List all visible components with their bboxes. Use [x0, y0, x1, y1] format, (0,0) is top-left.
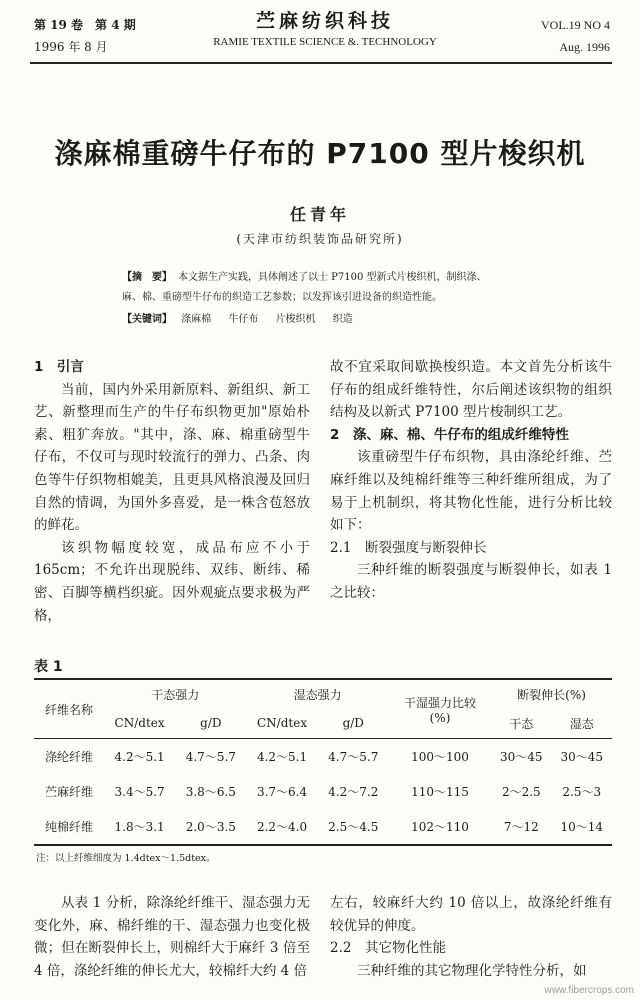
- paragraph: 三种纤维的其它物理化学特性分析，如: [357, 962, 587, 979]
- header-rule: [30, 62, 612, 64]
- cell: 4.7～5.7: [185, 750, 236, 764]
- cell: 4.2～7.2: [328, 785, 379, 799]
- col-header-elongation: 断裂伸长(%): [517, 687, 586, 702]
- cell: 2.5～4.5: [318, 809, 389, 845]
- cell: 1.8～3.1: [104, 809, 175, 845]
- cell: 7～12: [491, 809, 551, 845]
- table-note: 注：以上纤维细度为 1.4dtex～1.5dtex。: [36, 853, 216, 864]
- keywords-label: 【关键词】: [122, 314, 172, 325]
- paragraph: 当前，国内外采用新原料、新组织、新工艺、新整理而生产的牛仔布织物更加"原始朴素、粗犷奔放。"其中，涤、麻、棉重磅型牛仔布，不仅可与现时较流行的弹力、凸条、肉色等牛仔织物相媲美，且更具风格浪漫及回归自然的情调，为国外多喜爱，是一株含苞怒放的鲜花。: [34, 381, 310, 534]
- unit-g-d: g/D: [175, 708, 246, 739]
- paragraph: 该织物幅度较宽，成品布应不小于 165cm；不允许出现脱纬、双纬、断纬、稀密、百脚等横档织疵。因外观疵点要求极为严格，: [34, 539, 310, 624]
- cell: 3.4～5.7: [114, 785, 165, 799]
- journal-name-en: RAMIE TEXTILE SCIENCE &. TECHNOLOGY: [213, 36, 437, 48]
- paper-title: 涤麻棉重磅牛仔布的 P7100 型片梭织机: [54, 137, 586, 170]
- header-right: [541, 14, 610, 58]
- table-row: [34, 774, 612, 809]
- section-heading-2: 2 涤、麻、棉、牛仔布的组成纤维特性: [330, 426, 569, 443]
- keyword: 片梭织机: [275, 314, 316, 325]
- cell-fiber-name: 涤纶纤维: [44, 750, 93, 764]
- left-column: [34, 356, 310, 627]
- paragraph: 左右，较麻纤大约 10 倍以上，故涤纶纤维有较优异的伸度。: [330, 895, 612, 934]
- running-header: [0, 0, 640, 58]
- cell: 30～45: [500, 750, 543, 764]
- cell: 4.2～5.1: [114, 750, 165, 764]
- keyword: 织造: [332, 314, 353, 325]
- paragraph: 三种纤维的断裂强度与断裂伸长，如表 1 之比较：: [330, 562, 612, 601]
- paragraph: 故不宜采取间歇换梭织造。本文首先分析该牛仔布的组成纤维特性，尔后阐述该织物的组织结构及以新式 P7100 型片梭制织工艺。: [330, 359, 612, 421]
- subsection-heading-2-1: 2.1 断裂强度与断裂伸长: [330, 539, 487, 556]
- fiber-property-table: [34, 678, 612, 846]
- sub-dry: 干态: [491, 708, 551, 739]
- col-header-wet-strength: 湿态强力: [293, 687, 342, 702]
- cell: 2.0～3.5: [175, 809, 246, 845]
- volume-issue-cn: 第 19 卷 第 4 期: [34, 18, 136, 32]
- header-left: [34, 14, 136, 58]
- abstract-label: 【摘 要】: [122, 272, 172, 283]
- sub-wet: 湿态: [552, 708, 612, 739]
- section-heading-1: 1 引言: [34, 359, 84, 375]
- ratio-label: 干湿强力比较: [403, 695, 476, 710]
- abstract: [122, 268, 524, 330]
- cell: 3.7～6.4: [256, 785, 308, 799]
- cell: 4.7～5.7: [328, 750, 379, 764]
- ratio-unit: (%): [429, 710, 451, 725]
- unit-cn-dtex: CN/dtex: [104, 708, 175, 739]
- cell: 30～45: [560, 750, 604, 764]
- cell: 10～14: [552, 809, 612, 845]
- right-column: [330, 356, 612, 605]
- volume-issue-en: VOL.19 NO 4: [541, 18, 610, 32]
- cell: 2.5～3: [562, 785, 602, 799]
- affiliation: (天津市纺织装饰品研究所): [236, 232, 404, 246]
- journal-name-cn: 苎麻纺织科技: [255, 10, 394, 32]
- date-en: Aug. 1996: [559, 40, 610, 54]
- keyword: 涤麻棉: [181, 314, 212, 325]
- journal-name: [180, 8, 470, 50]
- table-caption: 表 1: [34, 659, 63, 675]
- cell: 3.8～6.5: [185, 785, 236, 799]
- date-cn: 1996 年 8 月: [34, 40, 108, 54]
- cell: 102～110: [389, 809, 491, 845]
- subsection-heading-2-2: 2.2 其它物化性能: [330, 940, 446, 957]
- table-row: [34, 739, 612, 775]
- cell: 4.2～5.1: [256, 750, 308, 764]
- col-header-dry-strength: 干态强力: [151, 687, 200, 702]
- unit-cn-dtex: CN/dtex: [246, 708, 317, 739]
- abstract-line-1: [122, 268, 524, 288]
- cell: 2～2.5: [501, 785, 541, 799]
- paragraph: 该重磅型牛仔布织物，具由涤纶纤维、苎麻纤维以及纯棉纤维等三种纤维所组成，为了易于上机制织，将其物化性能，进行分析比较如下：: [330, 449, 612, 534]
- abstract-text-2: 麻、棉、重磅型牛仔布的织造工艺参数；以发挥该引进设备的织造性能。: [122, 292, 442, 303]
- abstract-text-1: 本文据生产实践，具体阐述了以士 P7100 型新式片梭织机，制织涤、: [178, 272, 487, 283]
- paragraph: 从表 1 分析，除涤纶纤维干、湿态强力无变化外，麻、棉纤维的干、湿态强力也变化极微；但在断裂伸长上，则棉纤大于麻纤 3 倍至 4 倍，涤纶纤维的伸长尤大，较棉纤大约 4 倍: [34, 895, 310, 979]
- unit-g-d: g/D: [318, 708, 389, 739]
- col-header-fiber: 纤维名称: [34, 679, 104, 739]
- cell-fiber-name: 纯棉纤维: [34, 809, 104, 845]
- author: 任青年: [289, 205, 350, 224]
- bottom-left-column: [34, 892, 310, 982]
- cell: 2.2～4.0: [246, 809, 317, 845]
- bottom-right-column: [330, 892, 612, 982]
- cell: 110～115: [411, 785, 469, 799]
- col-header-ratio: [389, 679, 491, 739]
- keyword: 牛仔布: [228, 314, 259, 325]
- cell-fiber-name: 苎麻纤维: [44, 785, 93, 799]
- watermark: www.fibercrops.com: [544, 985, 634, 996]
- keywords: [122, 310, 524, 330]
- table-row: [34, 809, 612, 845]
- cell: 100～100: [411, 750, 469, 764]
